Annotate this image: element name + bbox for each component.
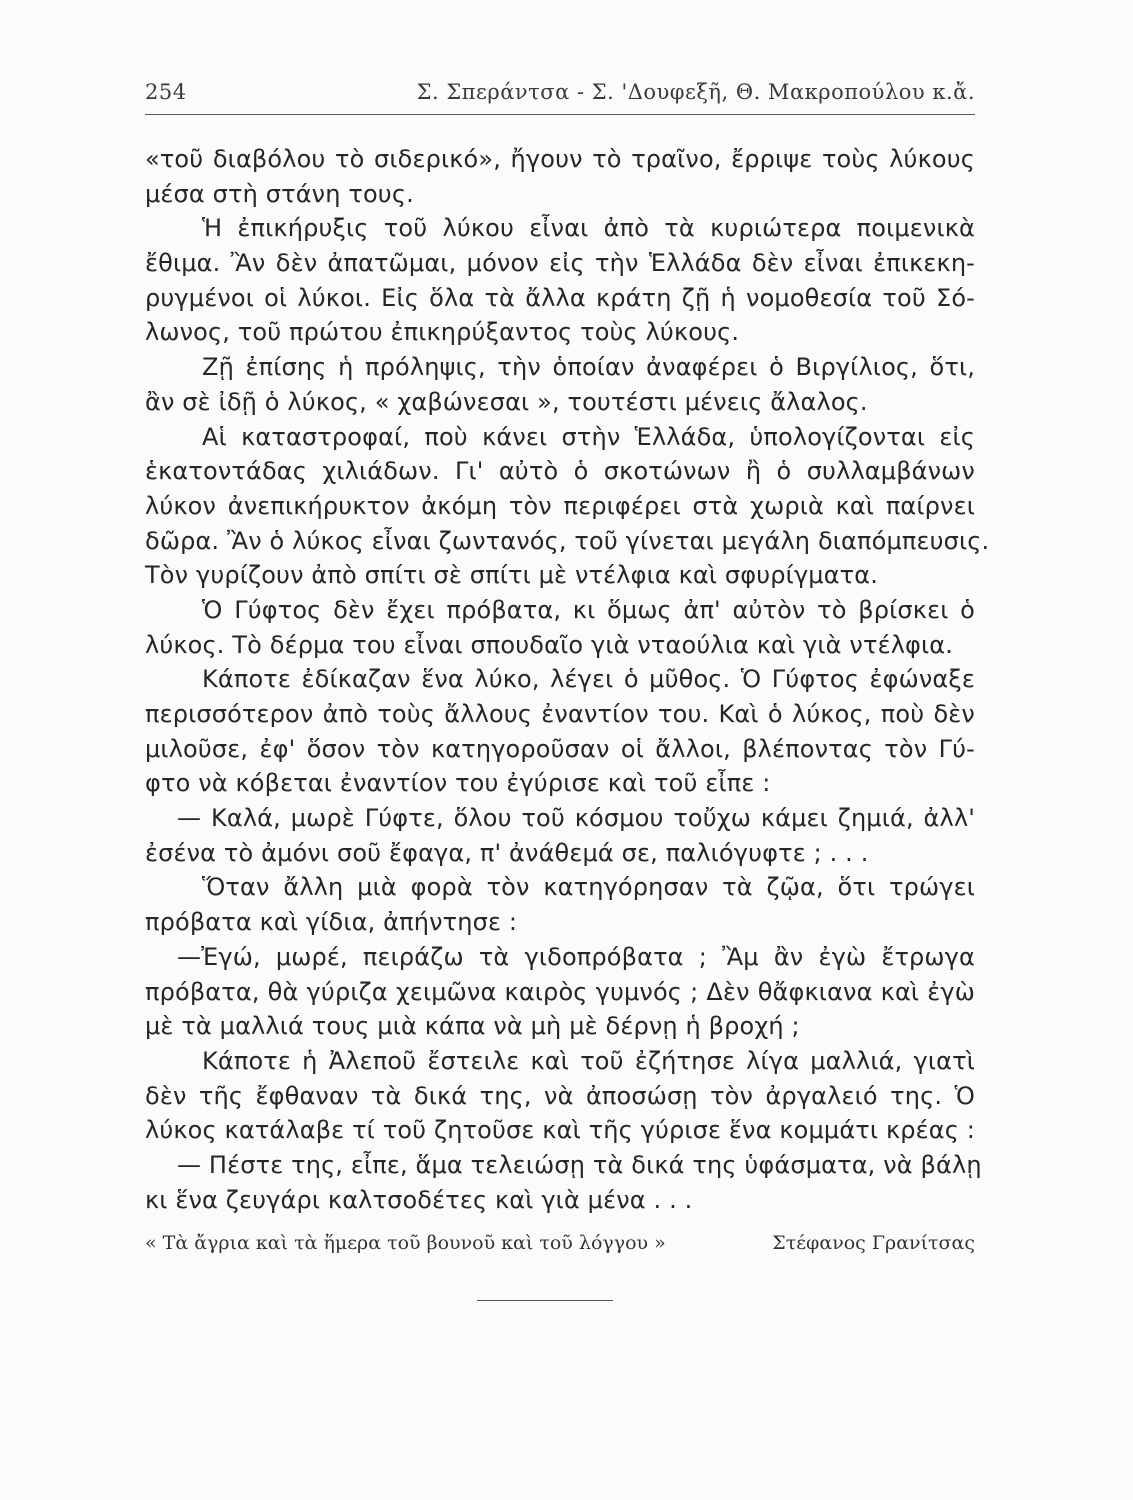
text-line: φτο νὰ κόβεται ἐναντίον του ἐγύρισε καὶ τοῦ εἶπε : xyxy=(145,769,771,798)
text-line: δῶρα. Ἂν ὁ λύκος εἶναι ζωντανός, τοῦ γίνεται μεγάλη διαπόμπευσις. xyxy=(145,526,990,555)
text-line: ἐσένα τὸ ἀμόνι σοῦ ἔφαγα, π' ἀνάθεμά σε, παλιόγυφτε ; . . . xyxy=(145,838,869,867)
text-line: λωνος, τοῦ πρώτου ἐπικηρύξαντος τοὺς λύκους. xyxy=(145,318,740,347)
source-title: « Τὰ ἄγρια καὶ τὰ ἥμερα τοῦ βουνοῦ καὶ τοῦ λόγγου » xyxy=(145,1232,666,1254)
end-rule xyxy=(477,1300,613,1301)
text-line: Ἡ ἐπικήρυξις τοῦ λύκου εἶναι ἀπὸ τὰ κυριώτερα ποιμενικὰ xyxy=(202,214,975,243)
text-line: — Πέστε της, εἶπε, ἅμα τελειώσῃ τὰ δικά της ὑφάσματα, νὰ βάλῃ xyxy=(177,1150,982,1179)
text-line: Ὅταν ἄλλη μιὰ φορὰ τὸν κατηγόρησαν τὰ ζῷα, ὅτι τρώγει xyxy=(202,873,975,902)
text-line: —Ἐγώ, μωρέ, πειράζω τὰ γιδοπρόβατα ; Ἂμ ἂν ἐγὼ ἔτρωγα xyxy=(177,942,975,971)
text-line: μέσα στὴ στάνη τους. xyxy=(145,179,414,208)
text-line: πρόβατα καὶ γίδια, ἀπήντησε : xyxy=(145,908,518,937)
text-line: μιλοῦσε, ἐφ' ὅσον τὸν κατηγοροῦσαν οἱ ἄλλοι, βλέποντας τὸν Γύ- xyxy=(145,734,975,763)
text-line: δὲν τῆς ἔφθαναν τὰ δικά της, νὰ ἀποσώσῃ τὸν ἀργαλειό της. Ὁ xyxy=(145,1081,975,1110)
running-head xyxy=(145,78,975,112)
text-line: κι ἕνα ζευγάρι καλτσοδέτες καὶ γιὰ μένα . . . xyxy=(145,1185,693,1214)
text-line: ἂν σὲ ἰδῇ ὁ λύκος, « χαβώνεσαι », τουτέστι μένεις ἄλαλος. xyxy=(145,387,868,416)
source-citation xyxy=(145,1232,975,1262)
text-line: «τοῦ διαβόλου τὸ σιδερικό», ἤγουν τὸ τραῖνο, ἔρριψε τοὺς λύκους xyxy=(145,145,975,173)
text-line: μὲ τὰ μαλλιά τους μιὰ κάπα νὰ μὴ μὲ δέρνῃ ἡ βροχή ; xyxy=(145,1012,800,1041)
text-line: Κάποτε ἐδίκαζαν ἕνα λύκο, λέγει ὁ μῦθος. Ὁ Γύφτος ἐφώναξε xyxy=(202,665,975,694)
text-line: Ζῇ ἐπίσης ἡ πρόληψις, τὴν ὁποίαν ἀναφέρει ὁ Βιργίλιος, ὅτι, xyxy=(202,353,975,382)
text-line: πρόβατα, θὰ γύριζα χειμῶνα καιρὸς γυμνός ; Δὲν θἄφκιανα καὶ ἐγὼ xyxy=(145,977,975,1006)
header-title: Σ. Σπεράντσα - Σ. 'Δουφεξῆ, Θ. Μακροπούλου κ.ἄ. xyxy=(416,80,975,104)
text-line: ἔθιμα. Ἂν δὲν ἀπατῶμαι, μόνον εἰς τὴν Ἑλλάδα δὲν εἶναι ἐπικεκη- xyxy=(145,249,975,278)
text-line: — Καλά, μωρὲ Γύφτε, ὅλου τοῦ κόσμου τοὔχω κάμει ζημιά, ἀλλ' xyxy=(177,804,975,833)
text-line: Τὸν γυρίζουν ἀπὸ σπίτι σὲ σπίτι μὲ ντέλφια καὶ σφυρίγματα. xyxy=(145,561,879,590)
body-text xyxy=(145,142,990,1217)
text-line: λύκος. Τὸ δέρμα του εἶναι σπουδαῖο γιὰ νταούλια καὶ γιὰ ντέλφια. xyxy=(145,630,954,659)
text-line: λύκος κατάλαβε τί τοῦ ζητοῦσε καὶ τῆς γύρισε ἕνα κομμάτι κρέας : xyxy=(145,1116,975,1145)
text-line: Κάποτε ἡ Ἀλεπoῦ ἔστειλε καὶ τοῦ ἐζήτησε λίγα μαλλιά, γιατὶ xyxy=(202,1046,975,1075)
text-line: λύκον ἀνεπικήρυκτον ἀκόμη τὸν περιφέρει στὰ χωριὰ καὶ παίρνει xyxy=(145,491,975,520)
text-line: Ὁ Γύφτος δὲν ἔχει πρόβατα, κι ὅμως ἀπ' αὐτὸν τὸ βρίσκει ὁ xyxy=(202,595,975,624)
text-line: περισσότερον ἀπὸ τοὺς ἄλλους ἐναντίον του. Καὶ ὁ λύκος, ποὺ δὲν xyxy=(145,700,975,728)
page-number: 254 xyxy=(145,80,187,104)
text-line: ρυγμένοι οἱ λύκοι. Εἰς ὅλα τὰ ἄλλα κράτη ζῇ ἡ νομοθεσία τοῦ Σό- xyxy=(145,283,975,312)
header-rule xyxy=(145,114,975,115)
text-line: Αἱ καταστροφαί, ποὺ κάνει στὴν Ἑλλάδα, ὑπολογίζονται εἰς xyxy=(202,422,975,451)
source-author: Στέφανος Γρανίτσας xyxy=(772,1232,975,1254)
text-line: ἑκατοντάδας χιλιάδων. Γι' αὐτὸ ὁ σκοτώνων ἢ ὁ συλλαμβάνων xyxy=(145,457,975,486)
